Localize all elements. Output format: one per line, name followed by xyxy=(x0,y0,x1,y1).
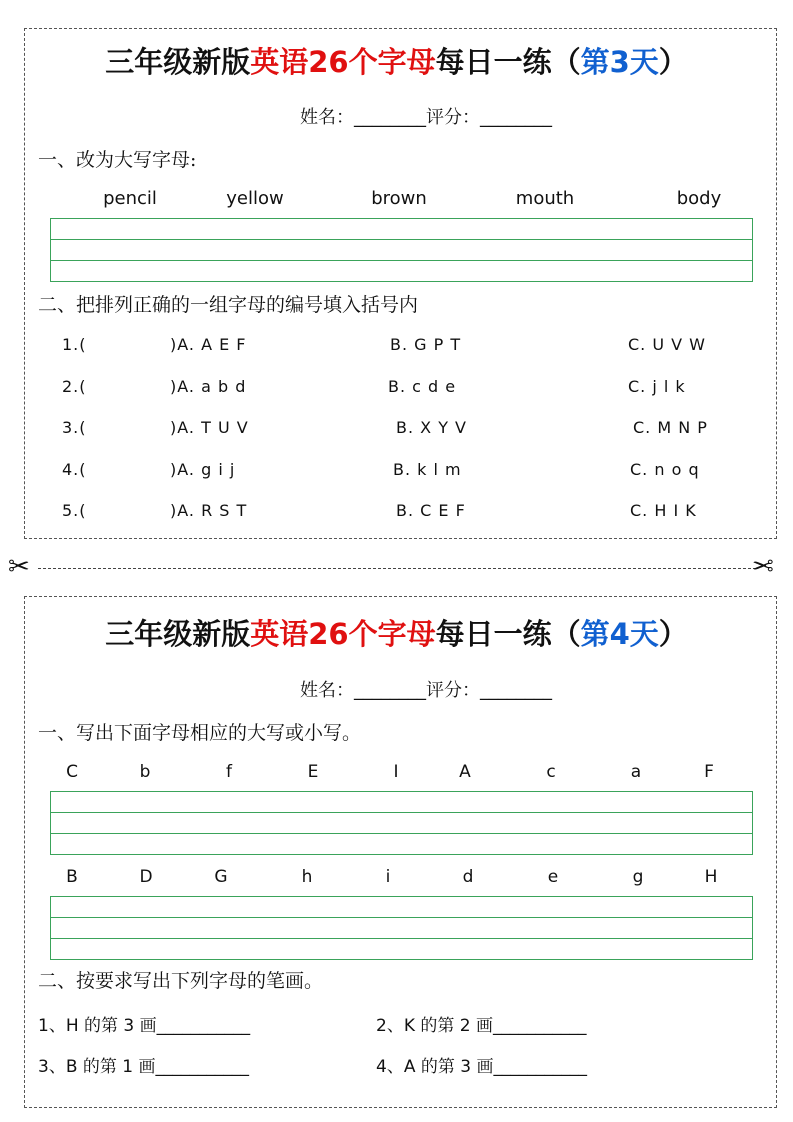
word: body xyxy=(676,188,722,209)
option-b: B. G P T xyxy=(390,335,462,354)
writing-lines[interactable] xyxy=(50,218,753,282)
option-a: )A. T U V xyxy=(170,418,249,437)
title-day: 第4天 xyxy=(580,617,659,651)
letter: f xyxy=(226,762,232,782)
option-c: C. n o q xyxy=(630,460,700,479)
writing-lines[interactable] xyxy=(50,791,753,855)
letter: A xyxy=(459,762,471,782)
day3-name-score: 姓名：________评分：________ xyxy=(300,107,552,128)
stroke-item: 3、B 的第 1 画___________ xyxy=(38,1057,250,1077)
letter: g xyxy=(632,867,644,887)
letter: d xyxy=(462,867,474,887)
scissors-icon: ✂ xyxy=(8,552,30,582)
option-a: )A. R S T xyxy=(170,501,248,520)
letter: E xyxy=(307,762,319,782)
option-b: B. C E F xyxy=(396,501,466,520)
option-c: C. j l k xyxy=(628,377,686,396)
title-part: 英语26个字母 xyxy=(250,45,436,79)
stroke-item: 1、H 的第 3 画___________ xyxy=(38,1016,251,1036)
option-c: C. U V W xyxy=(628,335,706,354)
title-part: 英语26个字母 xyxy=(250,617,436,651)
day4-section1-heading: 一、写出下面字母相应的大写或小写。 xyxy=(38,722,362,744)
title-part: 每日一练（ xyxy=(435,617,581,651)
word: mouth xyxy=(515,188,575,209)
question-number: 3.( xyxy=(62,418,87,437)
letter: H xyxy=(704,867,718,887)
word: brown xyxy=(371,188,427,209)
stroke-item: 2、K 的第 2 画___________ xyxy=(376,1016,587,1036)
letter: B xyxy=(66,867,78,887)
word: pencil xyxy=(103,188,157,209)
title-part: ） xyxy=(658,45,688,79)
letter: I xyxy=(393,762,399,782)
writing-lines[interactable] xyxy=(50,896,753,960)
title-part: ） xyxy=(658,617,688,651)
option-a: )A. g i j xyxy=(170,460,236,479)
letter: F xyxy=(704,762,714,782)
scissors-icon: ✂ xyxy=(752,552,774,582)
day3-section2-heading: 二、把排列正确的一组字母的编号填入括号内 xyxy=(38,294,419,316)
letter: G xyxy=(214,867,228,887)
word: yellow xyxy=(226,188,284,209)
letter: c xyxy=(546,762,556,782)
question-number: 1.( xyxy=(62,335,87,354)
letter: b xyxy=(139,762,151,782)
day4-section2-heading: 二、按要求写出下列字母的笔画。 xyxy=(38,970,324,992)
letter: h xyxy=(301,867,313,887)
letter: e xyxy=(547,867,559,887)
question-number: 5.( xyxy=(62,501,87,520)
letter: D xyxy=(139,867,153,887)
title-part: 三年级新版 xyxy=(105,617,251,651)
letter: a xyxy=(630,762,642,782)
cut-line xyxy=(38,568,756,569)
option-a: )A. A E F xyxy=(170,335,247,354)
day3-section1-heading: 一、改为大写字母: xyxy=(38,149,197,171)
option-c: C. H I K xyxy=(630,501,697,520)
option-b: B. c d e xyxy=(388,377,457,396)
day3-title xyxy=(0,40,793,81)
letter: i xyxy=(385,867,391,887)
option-c: C. M N P xyxy=(633,418,708,437)
day4-name-score: 姓名：________评分：________ xyxy=(300,680,552,701)
option-a: )A. a b d xyxy=(170,377,247,396)
letter: C xyxy=(66,762,78,782)
title-day: 第3天 xyxy=(580,45,659,79)
question-number: 2.( xyxy=(62,377,87,396)
stroke-item: 4、A 的第 3 画___________ xyxy=(376,1057,587,1077)
title-part: 每日一练（ xyxy=(435,45,581,79)
question-number: 4.( xyxy=(62,460,87,479)
day4-title xyxy=(0,612,793,653)
title-part: 三年级新版 xyxy=(105,45,251,79)
option-b: B. X Y V xyxy=(396,418,467,437)
option-b: B. k l m xyxy=(393,460,462,479)
